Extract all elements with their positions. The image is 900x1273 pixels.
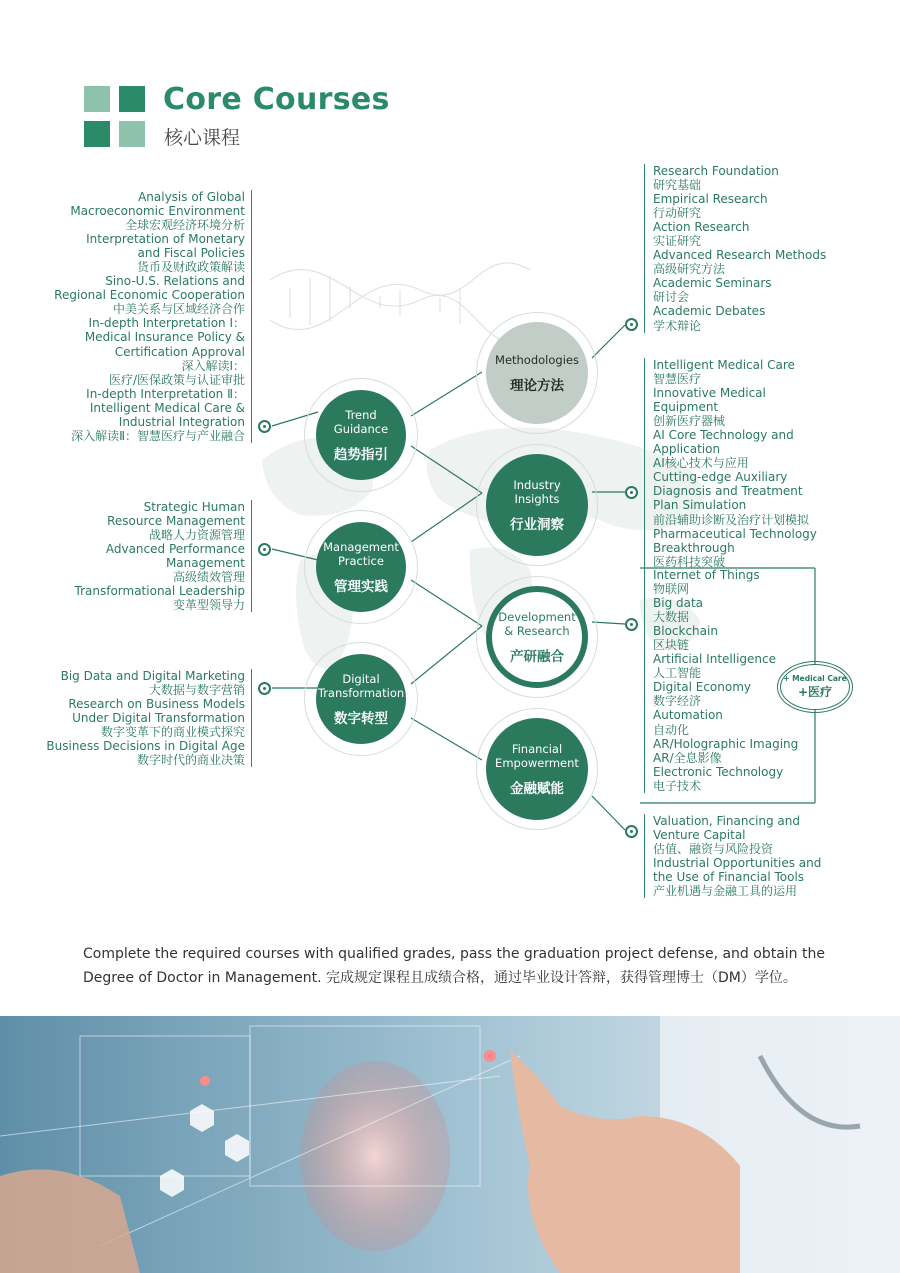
course-line: 产业机遇与金融工具的运用 — [653, 884, 798, 899]
course-line: 货币及财政政策解读 — [136, 260, 245, 275]
graduation-statement: Complete the required courses with qualified grades, pass the graduation project defense, and obtain the Degree of Doctor in Management. 完成规定课程且成绩合格，通过毕业设计答辩，获得管理博士（DM）学位。 — [83, 946, 825, 986]
course-line: Analysis of Global — [138, 190, 245, 204]
course-line: 高级绩效管理 — [172, 570, 245, 585]
course-line: 实证研究 — [653, 234, 702, 249]
course-line: Pharmaceutical Technology — [653, 526, 817, 541]
course-line: Industrial Integration — [118, 414, 245, 429]
course-line: and Fiscal Policies — [137, 246, 245, 261]
course-line: Internet of Things — [653, 568, 760, 582]
course-line: Certification Approval — [114, 344, 245, 359]
course-line: Medical Insurance Policy & — [84, 330, 245, 345]
course-line: 变革型领导力 — [172, 598, 245, 613]
course-line: AI核心技术与应用 — [653, 456, 749, 471]
circle-en-label: Management Practice — [323, 539, 399, 568]
course-line: 深入解读Ⅱ：智慧医疗与产业融合 — [71, 428, 245, 443]
course-line: Intelligent Medical Care — [653, 358, 795, 372]
badge-line-1: + Medical Care — [783, 674, 847, 683]
course-line: 自动化 — [653, 722, 690, 737]
development-research-course-list — [644, 568, 798, 793]
course-line: 研讨会 — [653, 290, 690, 305]
photo-illustration — [0, 1016, 900, 1273]
course-line: Breakthrough — [653, 540, 735, 555]
course-line: Interpretation of Monetary — [86, 232, 245, 247]
course-line: Digital Economy — [653, 680, 751, 695]
course-line: Academic Seminars — [653, 276, 772, 291]
course-line: the Use of Financial Tools — [653, 870, 805, 885]
course-line: 全球宏观经济环境分析 — [124, 218, 245, 233]
course-line: 区块链 — [653, 638, 690, 653]
course-line: AI Core Technology and — [653, 428, 794, 443]
course-line: 大数据与数字营销 — [148, 683, 245, 698]
course-line: 研究基础 — [653, 178, 702, 193]
course-line: 高级研究方法 — [653, 262, 726, 277]
connector-dot — [625, 618, 638, 631]
course-line: Big data — [653, 596, 704, 611]
course-line: Transformational Leadership — [74, 584, 245, 599]
course-line: 中美关系与区域经济合作 — [112, 302, 245, 317]
medical-technology-photo — [0, 1016, 900, 1273]
course-line: 物联网 — [653, 582, 690, 597]
course-line: Venture Capital — [653, 828, 746, 843]
circle-en-label: Trend Guidance — [333, 407, 389, 436]
course-line: 创新医疗器械 — [653, 414, 726, 429]
circle-industry-insights — [486, 454, 588, 556]
course-line: 前沿辅助诊断及治疗计划模拟 — [653, 512, 810, 527]
course-line: Blockchain — [653, 624, 718, 639]
course-line: Under Digital Transformation — [72, 711, 245, 726]
connector-dot — [258, 420, 271, 433]
circle-en-label: Financial Empowerment — [495, 741, 579, 770]
course-line: Automation — [653, 708, 723, 723]
course-line: AR/Holographic Imaging — [653, 736, 799, 751]
trend-guidance-course-list — [54, 190, 252, 443]
connector-dot — [625, 486, 638, 499]
circle-en-label: Digital Transformation — [317, 671, 405, 700]
circle-en-label: Industry Insights — [513, 477, 561, 506]
course-line: Strategic Human — [143, 500, 245, 514]
course-line: Regional Economic Cooperation — [54, 288, 245, 303]
course-line: Equipment — [653, 400, 719, 415]
connector-dot — [258, 682, 271, 695]
course-line: Academic Debates — [653, 304, 766, 319]
circle-methodologies — [486, 322, 588, 424]
page-subtitle: 核心课程 — [164, 127, 241, 149]
page-title: Core Courses — [163, 82, 390, 117]
connector-dot — [625, 825, 638, 838]
circle-en-label: Development & Research — [498, 609, 576, 638]
course-line: Research on Business Models — [68, 697, 245, 712]
circle-cn-label: 管理实践 — [334, 578, 388, 595]
course-line: Resource Management — [107, 514, 245, 529]
course-line: 医疗/医保政策与认证审批 — [108, 372, 245, 387]
circle-financial-empowerment — [486, 718, 588, 820]
course-line: Innovative Medical — [653, 386, 766, 401]
course-line: 数字时代的商业决策 — [136, 753, 245, 768]
circle-trend-guidance — [316, 390, 406, 480]
circle-cn-label: 行业洞察 — [510, 516, 564, 533]
course-line: 深入解读Ⅰ： — [181, 358, 245, 373]
digital-transformation-course-list — [46, 669, 252, 767]
course-line: Macroeconomic Environment — [70, 204, 245, 219]
course-line: Artificial Intelligence — [653, 652, 776, 667]
course-line: Industrial Opportunities and — [653, 856, 822, 871]
medical-care-badge — [780, 664, 850, 710]
circle-management-practice — [316, 522, 406, 612]
course-line: Application — [653, 442, 721, 457]
circle-en-label: Methodologies — [495, 352, 579, 367]
course-line: Cutting-edge Auxiliary — [653, 470, 788, 485]
course-line: 电子技术 — [653, 778, 702, 793]
circle-digital-transformation — [316, 654, 406, 744]
course-line: 人工智能 — [653, 666, 702, 681]
circle-development-research — [486, 586, 588, 688]
course-line: 数字经济 — [653, 694, 702, 709]
course-line: Research Foundation — [653, 164, 779, 178]
industry-insights-course-list — [644, 358, 817, 569]
management-practice-course-list — [75, 500, 252, 612]
circle-cn-label: 数字转型 — [334, 710, 388, 727]
course-line: 医药科技突破 — [653, 554, 726, 569]
circle-cn-label: 理论方法 — [510, 377, 564, 394]
circle-cn-label: 趋势指引 — [334, 446, 388, 463]
course-line: Action Research — [653, 220, 750, 235]
course-line: Advanced Research Methods — [653, 248, 827, 263]
circle-cn-label: 产研融合 — [510, 648, 564, 665]
course-line: Empirical Research — [653, 192, 768, 207]
course-line: 估值、融资与风险投资 — [653, 842, 774, 857]
course-line: 智慧医疗 — [653, 372, 702, 387]
course-line: AR/全息影像 — [653, 750, 722, 765]
course-line: Big Data and Digital Marketing — [60, 669, 245, 683]
course-line: 行动研究 — [653, 206, 702, 221]
financial-empowerment-course-list — [644, 814, 821, 898]
course-line: Valuation, Financing and — [653, 814, 801, 828]
course-line: 大数据 — [653, 610, 690, 625]
methodologies-course-list — [644, 164, 826, 333]
course-line: Management — [165, 556, 245, 571]
badge-line-2: +医疗 — [797, 685, 833, 699]
course-line: Intelligent Medical Care & — [89, 400, 245, 415]
course-line: Advanced Performance — [105, 542, 245, 557]
course-line: Business Decisions in Digital Age — [46, 739, 245, 754]
connector-dot — [258, 543, 271, 556]
course-line: 学术辩论 — [653, 318, 702, 333]
course-line: In-depth Interpretation Ⅰ： — [88, 316, 245, 331]
circle-cn-label: 金融赋能 — [510, 780, 564, 797]
course-line: Diagnosis and Treatment — [653, 484, 803, 499]
course-line: 数字变革下的商业模式探究 — [100, 725, 245, 740]
course-line: In-depth Interpretation Ⅱ： — [86, 386, 245, 401]
connector-dot — [625, 318, 638, 331]
course-line: Plan Simulation — [653, 498, 747, 513]
course-line: Electronic Technology — [653, 764, 784, 779]
course-line: 战略人力资源管理 — [148, 528, 245, 543]
course-line: Sino-U.S. Relations and — [105, 274, 245, 289]
